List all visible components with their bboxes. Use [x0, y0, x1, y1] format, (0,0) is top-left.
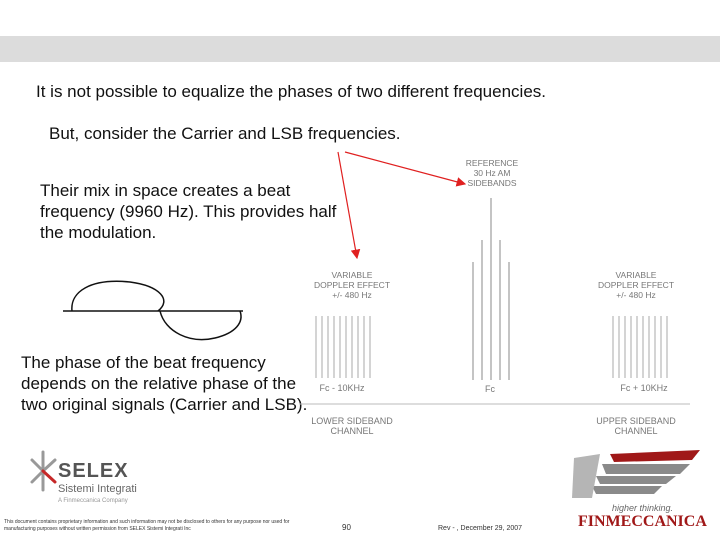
beat-frequency-paragraph: Their mix in space creates a beat frequency (9960 Hz). This provides half the modulation.	[40, 181, 337, 242]
finmeccanica-tagline: higher thinking.	[612, 503, 674, 513]
carrier-lines	[473, 198, 509, 380]
selex-name: SELEX	[58, 460, 129, 482]
phase-paragraph: The phase of the beat frequency depends on the relative phase of the two original signals (Carrier and LSB).	[21, 353, 308, 414]
reference-label: REFERENCE 30 Hz AM SIDEBANDS	[465, 158, 519, 188]
finmeccanica-graphic	[570, 450, 710, 505]
selex-tagline: A Finmeccanica Company	[58, 498, 128, 504]
arrow-to-lsb	[338, 152, 357, 258]
statement-line-1: It is not possible to equalize the phases of two different frequencies.	[36, 82, 546, 101]
doppler-left-label: VARIABLE DOPPLER EFFECT +/- 480 Hz	[313, 270, 391, 300]
finmeccanica-brand: FINMECCANICA	[578, 513, 707, 530]
freq-center-label: Fc	[485, 384, 495, 394]
beat-waveform	[63, 281, 243, 339]
selex-subtitle: Sistemi Integrati	[58, 483, 137, 495]
lower-sideband-lines	[316, 316, 370, 378]
selex-star-icon	[28, 446, 58, 496]
page-number: 90	[342, 523, 351, 532]
revision-date: Rev - , December 29, 2007	[438, 525, 523, 532]
doppler-right-label: VARIABLE DOPPLER EFFECT +/- 480 Hz	[597, 270, 675, 300]
arrow-to-reference	[345, 152, 465, 184]
freq-left-label: Fc - 10KHz	[319, 383, 365, 393]
disclaimer: This document contains proprietary information and such information may not be disclosed to others for any purpose nor used for manufacturing purposes without written permission from SELEX Sistemi Integrati Inc	[4, 519, 290, 532]
freq-right-label: Fc + 10KHz	[620, 383, 668, 393]
statement-line-2: But, consider the Carrier and LSB frequencies.	[49, 124, 401, 143]
upper-sideband-lines	[613, 316, 667, 378]
lower-sideband-label: LOWER SIDEBAND CHANNEL	[311, 416, 393, 436]
upper-sideband-label: UPPER SIDEBAND CHANNEL	[596, 416, 676, 436]
